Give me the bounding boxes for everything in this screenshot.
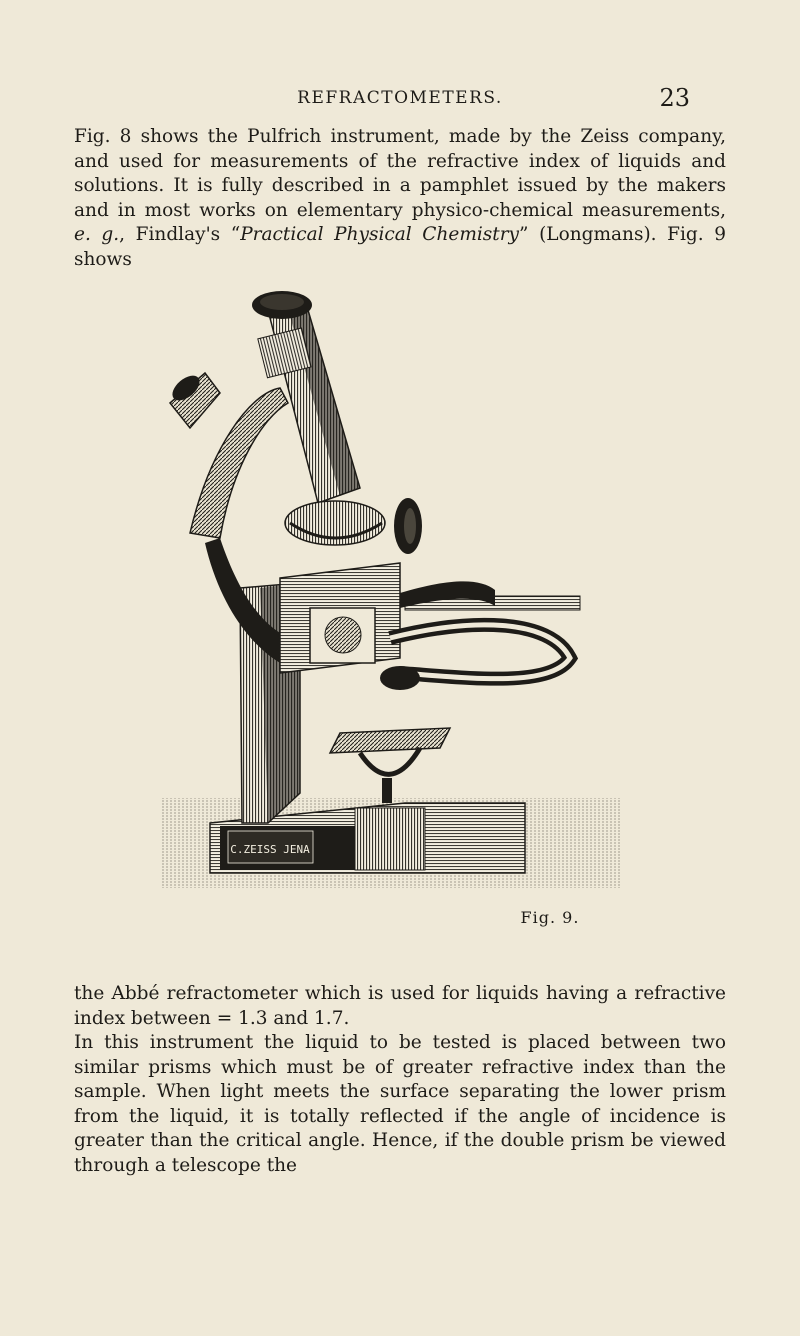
page-number: 23 [659,84,690,112]
maker-engraving: C.ZEISS JENA [230,843,310,856]
p1-text-b: , Findlay's “ [119,224,241,246]
base-block [355,808,425,870]
figure-caption: Fig. 9. [520,908,580,927]
p1-text-c: ” (Longmans). Fig. 9 shows [74,224,727,270]
paragraph-instrument: In this instrument the liquid to be tested is placed between two similar prisms which must be of greater refractive index than the sample. When light meets the surface separating the lower prism from the liquid, it is totally reflected if the angle of incidence is greater than the critical angle. Hence, if the double prism be viewed through a telescope the [74,1032,726,1176]
abbe-refractometer-figure [150,278,630,927]
paragraph-abbe: the Abbé refractometer which is used for liquids having a refractive index between = 1.3 and 1.7. [74,983,726,1029]
p1-text-a: Fig. 8 shows the Pulfrich instrument, made by the Zeiss company, and used for measurements of the refractive index of liquids and solutions. It is fully described in a pamphlet issued by the makers and in most works on elementary physico-chemical measurements, [74,126,726,221]
p1-eg: e. g. [74,224,120,246]
running-head: REFRACTOMETERS. [297,88,503,108]
page-header [0,84,800,118]
paragraph-intro [74,125,726,273]
prism-window [325,617,361,653]
tube-nozzle [380,666,420,690]
wheel-hub [404,508,416,544]
eyepiece-lens [260,294,304,310]
p1-book-title: Practical Physical Chemistry [240,224,520,246]
refractometer-engraving [150,278,630,903]
mirror-plate [330,728,450,753]
mirror-stem [382,778,392,803]
